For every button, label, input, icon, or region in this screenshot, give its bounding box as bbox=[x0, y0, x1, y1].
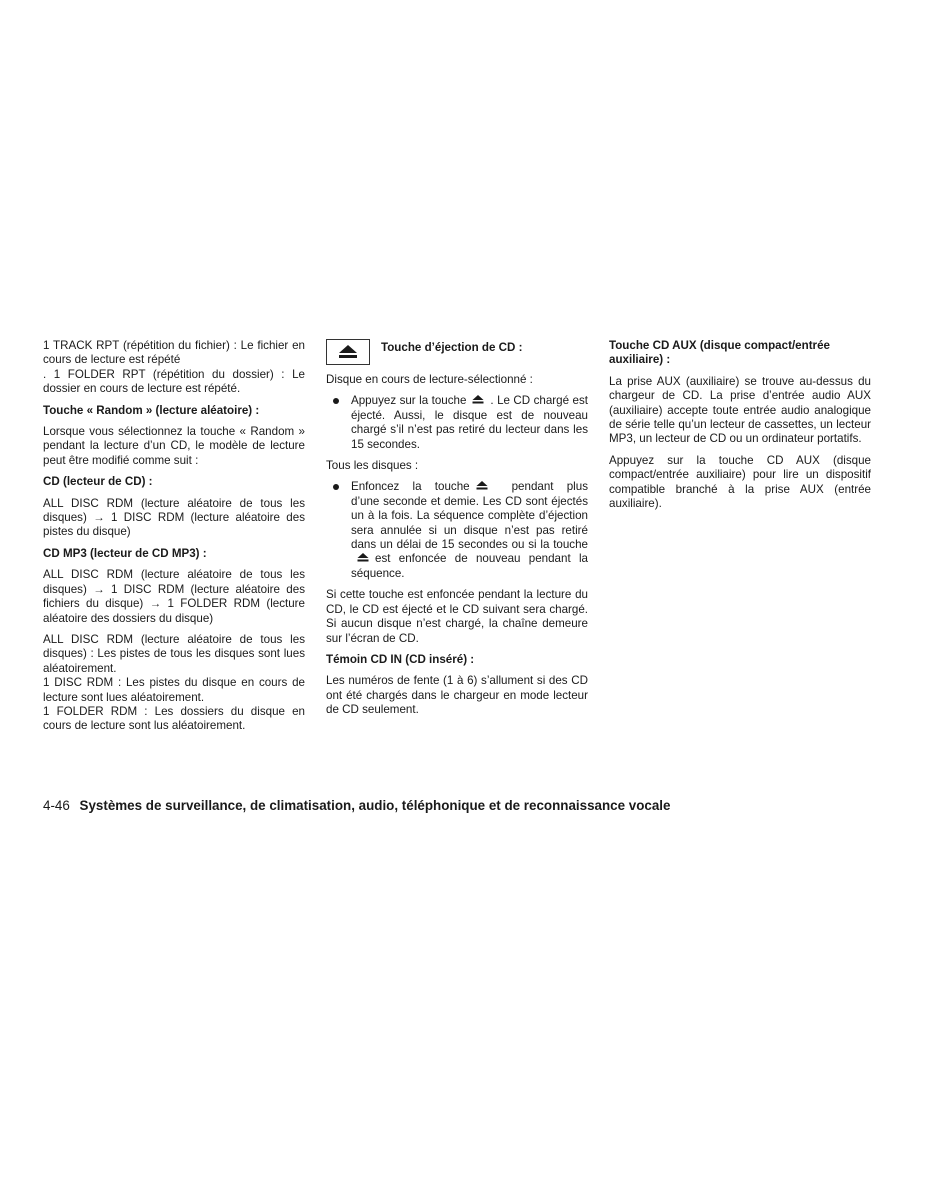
page-footer bbox=[43, 798, 903, 813]
pressed-text: Si cette touche est enfoncée pendant la lecture du CD, le CD est éjecté et le CD suivant sera chargé. Si aucun disque n’est chargé, la chaîne demeure sur l’écran de CD. bbox=[326, 588, 588, 645]
column-left bbox=[43, 339, 305, 734]
bullet2-text-b: pendant plus d’une seconde et demie. Les CD sont éjectés un à la fois. La séquence complète d’éjection sera annulée si un disque n’est pas retiré dans un délai de 15 secondes ou si la touche bbox=[351, 480, 588, 552]
eject-section-header bbox=[326, 339, 588, 365]
cdin-heading: Témoin CD IN (CD inséré) : bbox=[326, 652, 475, 666]
cd-text: ALL DISC RDM (lecture aléatoire de tous les disques) → 1 DISC RDM (lecture aléatoire des pistes du disque) bbox=[43, 496, 305, 539]
column-right bbox=[609, 339, 871, 518]
bullet-icon bbox=[333, 398, 339, 404]
bullet2-text-c: est enfoncée de nouveau pendant la séquence. bbox=[351, 552, 588, 580]
cd-heading: CD (lecteur de CD) : bbox=[43, 475, 153, 489]
random-heading: Touche « Random » (lecture aléatoire) : bbox=[43, 403, 260, 417]
eject-icon bbox=[357, 552, 369, 566]
all-discs-label: Tous les disques : bbox=[326, 459, 419, 473]
list-item bbox=[326, 480, 588, 581]
eject-icon bbox=[476, 480, 488, 494]
random-text: Lorsque vous sélectionnez la touche « Random » pendant la lecture d’un CD, le modèle de lecture peut être modifié comme suit : bbox=[43, 425, 305, 467]
bullet-icon bbox=[333, 484, 339, 490]
selected-disc-label: Disque en cours de lecture-sélectionné : bbox=[326, 373, 533, 386]
aux-heading: Touche CD AUX (disque compact/entrée auxiliaire) : bbox=[609, 339, 830, 367]
cdin-text: Les numéros de fente (1 à 6) s’allument si des CD ont été chargés dans le chargeur en mode lecteur de CD seulement. bbox=[326, 674, 588, 717]
bullet2-text-a: Enfoncez la touche bbox=[351, 480, 470, 494]
mp3-text: ALL DISC RDM (lecture aléatoire de tous les disques) → 1 DISC RDM (lecture aléatoire des fichiers du disque) → 1 FOLDER RDM (lecture aléatoire des dossiers du disque) bbox=[43, 568, 305, 625]
bullet1-text-b: . Le CD chargé est éjecté. Aussi, le disque est de nouveau chargé s’il n’est pas retiré du lecteur dans les 15 secondes. bbox=[351, 394, 588, 451]
page-number: 4-46 bbox=[43, 798, 70, 813]
mp3-heading: CD MP3 (lecteur de CD MP3) : bbox=[43, 546, 207, 560]
all-disc-text: ALL DISC RDM (lecture aléatoire de tous les disques) : Les pistes de tous les disques sont lues aléatoirement. bbox=[43, 632, 305, 675]
folder-rpt-text: . 1 FOLDER RPT (répétition du dossier) : Le dossier en cours de lecture est répété. bbox=[43, 367, 305, 396]
eject-heading: Touche d’éjection de CD : bbox=[381, 341, 523, 354]
eject-icon bbox=[326, 339, 370, 365]
aux-text: La prise AUX (auxiliaire) se trouve au-dessus du chargeur de CD. La prise d’entrée audio AUX (auxiliaire) accepte toute entrée audio analogique de série telle qu’un lecteur de cassettes, un lecteur MP3, un lecteur de CD ou un ordinateur portatifs. bbox=[609, 374, 871, 446]
one-disc-text: 1 DISC RDM : Les pistes du disque en cours de lecture sont lues aléatoirement. bbox=[43, 676, 305, 704]
one-folder-text: 1 FOLDER RDM : Les dossiers du disque en cours de lecture sont lus aléatoirement. bbox=[43, 704, 305, 733]
column-middle bbox=[326, 339, 588, 725]
eject-icon bbox=[472, 394, 484, 408]
track-rpt-text: 1 TRACK RPT (répétition du fichier) : Le fichier en cours de lecture est répété bbox=[43, 339, 305, 367]
list-item bbox=[326, 394, 588, 452]
section-title: Systèmes de surveillance, de climatisation, audio, téléphonique et de reconnaissance vocale bbox=[79, 798, 671, 813]
bullet1-text-a: Appuyez sur la touche bbox=[351, 394, 467, 408]
aux-press-text: Appuyez sur la touche CD AUX (disque compact/entrée auxiliaire) pour lire un dispositif compatible branché à la prise AUX (entrée auxiliaire). bbox=[609, 453, 871, 511]
